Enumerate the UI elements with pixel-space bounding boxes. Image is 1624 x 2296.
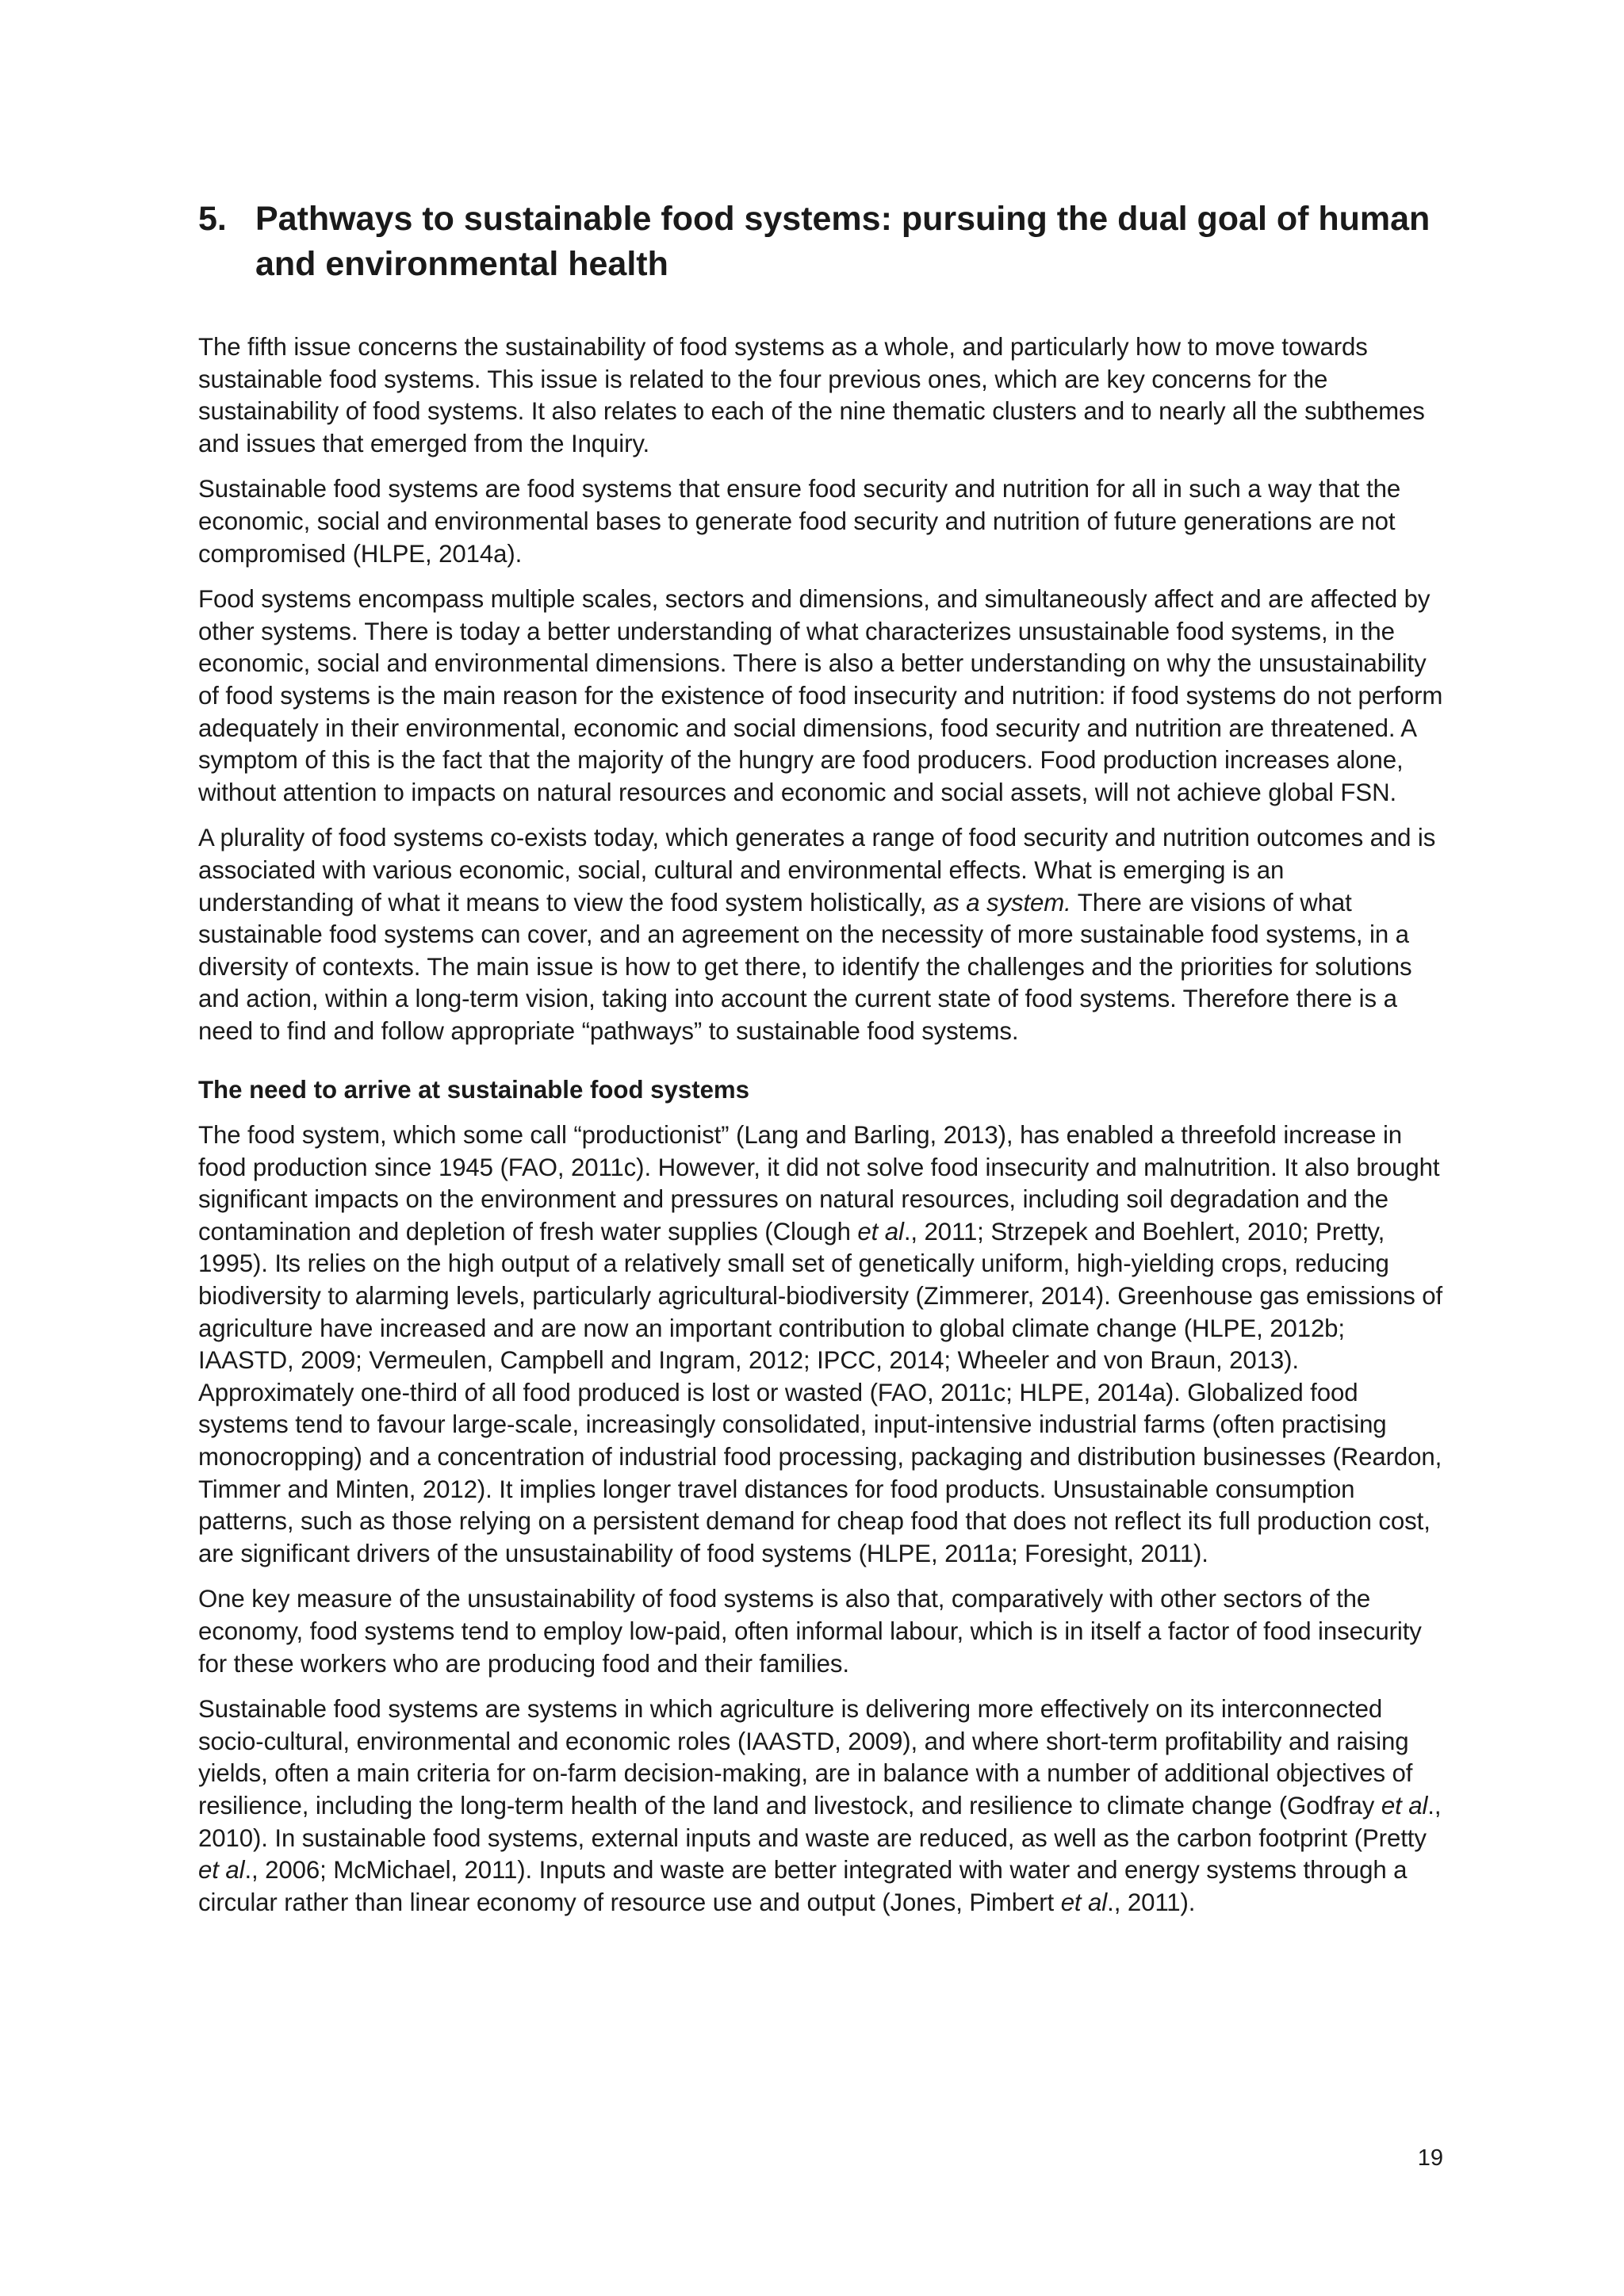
paragraph-productionist bbox=[198, 1119, 1443, 1570]
italic-run: et al bbox=[1381, 1791, 1428, 1820]
text-run: ., 2011; Strzepek and Boehlert, 2010; Pretty, 1995). Its relies on the high output of a relatively small set of genetically uniform, high-yielding crops, reducing biodiversity to alarming levels, particularly agricultural-biodiversity (Zimmerer, 2014). Greenhouse gas emissions of agriculture have increased and are now an important contribution to global climate change (HLPE, 2012b; IAASTD, 2009; Vermeulen, Campbell and Ingram, 2012; IPCC, 2014; Wheeler and von Braun, 2013). Approximately one-third of all food produced is lost or wasted (FAO, 2011c; HLPE, 2014a). Globalized food systems tend to favour large-scale, increasingly consolidated, input-intensive industrial farms (often practising monocropping) and a concentration of industrial food processing, packaging and distribution businesses (Reardon, Timmer and Minten, 2012). It implies longer travel distances for food products. Unsustainable consumption patterns, such as those relying on a persistent demand for cheap food that does not reflect its full production cost, are significant drivers of the unsustainability of food systems (HLPE, 2011a; Foresight, 2011). bbox=[198, 1217, 1443, 1567]
page-content bbox=[198, 197, 1443, 1932]
section-number: 5. bbox=[198, 200, 227, 238]
section-heading bbox=[198, 197, 1443, 287]
section-title: Pathways to sustainable food systems: pursuing the dual goal of human and environmental health bbox=[255, 200, 1431, 283]
text-run: Sustainable food systems are systems in which agriculture is delivering more effectively on its interconnected socio-cultural, environmental and economic roles (IAASTD, 2009), and where short-term profitability and raising yields, often a main criteria for on-farm decision-making, are in balance with a number of additional objectives of resilience, including the long-term health of the land and livestock, and resilience to climate change (Godfray bbox=[198, 1695, 1413, 1820]
italic-run: as a system. bbox=[933, 888, 1071, 916]
paragraph-labour: One key measure of the unsustainability of food systems is also that, comparatively with other sectors of the economy, food systems tend to employ low-paid, often informal labour, which is in itself a factor of food insecurity for these workers who are producing food and their families. bbox=[198, 1585, 1422, 1678]
paragraph-intro: The fifth issue concerns the sustainability of food systems as a whole, and particularly how to move towards sustainable food systems. This issue is related to the four previous ones, which are key concerns for the sustainability of food systems. It also relates to each of the nine thematic clusters and to nearly all the subthemes and issues that emerged from the Inquiry. bbox=[198, 333, 1425, 457]
subsection-heading: The need to arrive at sustainable food systems bbox=[198, 1076, 750, 1104]
text-run: ., 2011). bbox=[1107, 1888, 1196, 1916]
text-run: A plurality of food systems co-exists today, which generates a range of food security and nutrition outcomes and is associated with various economic, social, cultural and environmental effects. What is emerging is an understanding of what it means to view the food system holistically, bbox=[198, 824, 1436, 916]
text-run: The food system, which some call “productionist” (Lang and Barling, 2013), has enabled a threefold increase in food production since 1945 (FAO, 2011c). However, it did not solve food insecurity and malnutrition. It also brought significant impacts on the environment and pressures on natural resources, including soil degradation and the contamination and depletion of fresh water supplies (Clough bbox=[198, 1121, 1440, 1246]
text-run: ., 2010). In sustainable food systems, external inputs and waste are reduced, as well as the carbon footprint (Pretty bbox=[198, 1791, 1442, 1852]
italic-run: et al bbox=[198, 1856, 245, 1885]
paragraph-sustainable-systems bbox=[198, 1693, 1443, 1919]
text-run: ., 2006; McMichael, 2011). Inputs and waste are better integrated with water and energy systems through a circular rather than linear economy of resource use and output (Jones, Pimbert bbox=[198, 1856, 1408, 1916]
italic-run: et al bbox=[857, 1217, 904, 1246]
paragraph-definition: Sustainable food systems are food systems that ensure food security and nutrition for all in such a way that the economic, social and environmental bases to generate food security and nutrition of future generations are not compromised (HLPE, 2014a). bbox=[198, 475, 1401, 568]
italic-run: et al bbox=[1060, 1888, 1108, 1916]
paragraph-scales: Food systems encompass multiple scales, sectors and dimensions, and simultaneously affect and are affected by other systems. There is today a better understanding of what characterizes unsustainable food systems, in the economic, social and environmental dimensions. There is also a better understanding on why the unsustainability of food systems is the main reason for the existence of food insecurity and nutrition: if food systems do not perform adequately in their environmental, economic and social dimensions, food security and nutrition are threatened. A symptom of this is the fact that the majority of the hungry are food producers. Food production increases alone, without attention to impacts on natural resources and economic and social assets, will not achieve global FSN. bbox=[198, 585, 1443, 806]
paragraph-plurality bbox=[198, 822, 1443, 1047]
page-number: 19 bbox=[1417, 2145, 1443, 2171]
text-run: There are visions of what sustainable food systems can cover, and an agreement on the necessity of more sustainable food systems, in a diversity of contexts. The main issue is how to get there, to identify the challenges and the priorities for solutions and action, within a long-term vision, taking into account the current state of food systems. Therefore there is a need to find and follow appropriate “pathways” to sustainable food systems. bbox=[198, 888, 1412, 1045]
